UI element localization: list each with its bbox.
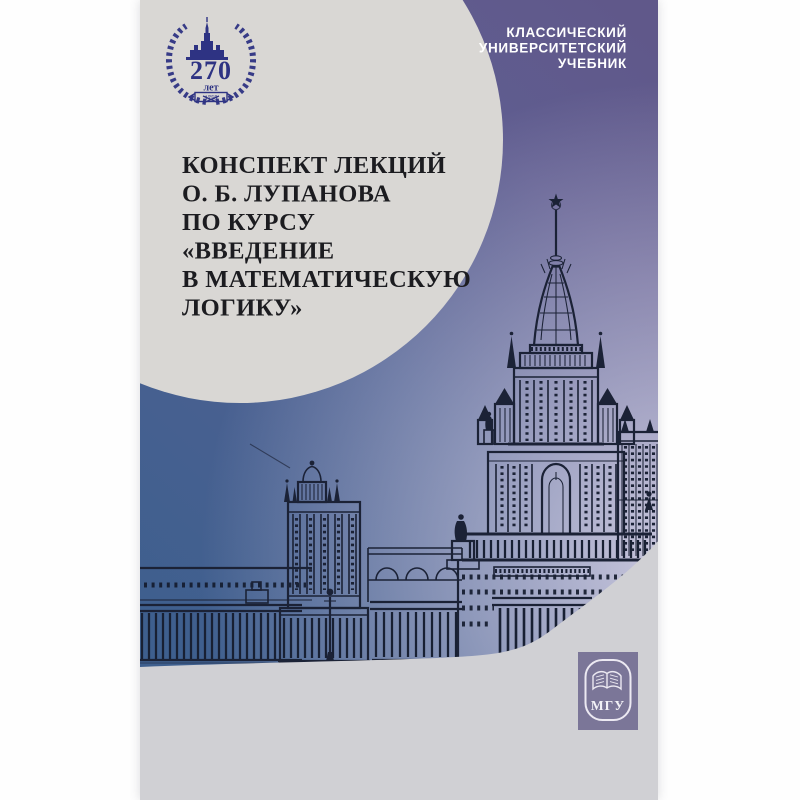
title-line-1: КОНСПЕКТ ЛЕКЦИЙ [182, 152, 447, 179]
book-cover [140, 0, 658, 800]
emblem-number: 270 [190, 56, 232, 85]
emblem-label: лет [203, 82, 219, 94]
logo-abbr: МГУ [590, 698, 626, 713]
mgu-publisher-logo [578, 652, 638, 730]
cover-artwork [140, 0, 658, 800]
logo-plate [578, 652, 638, 730]
title-line-3: ПО КУРСУ [182, 209, 316, 236]
title-line-4: «ВВЕДЕНИЕ [182, 237, 335, 265]
title-line-6: ЛОГИКУ» [182, 294, 303, 322]
series-line-3: УЧЕБНИК [557, 56, 627, 71]
series-line-2: УНИВЕРСИТЕТСКИЙ [478, 40, 627, 56]
title-line-5: В МАТЕМАТИЧЕСКУЮ [182, 266, 472, 293]
title-line-2: О. Б. ЛУПАНОВА [182, 180, 391, 208]
emblem-year: 1755 [204, 94, 218, 102]
series-line-1: КЛАССИЧЕСКИЙ [506, 25, 627, 40]
